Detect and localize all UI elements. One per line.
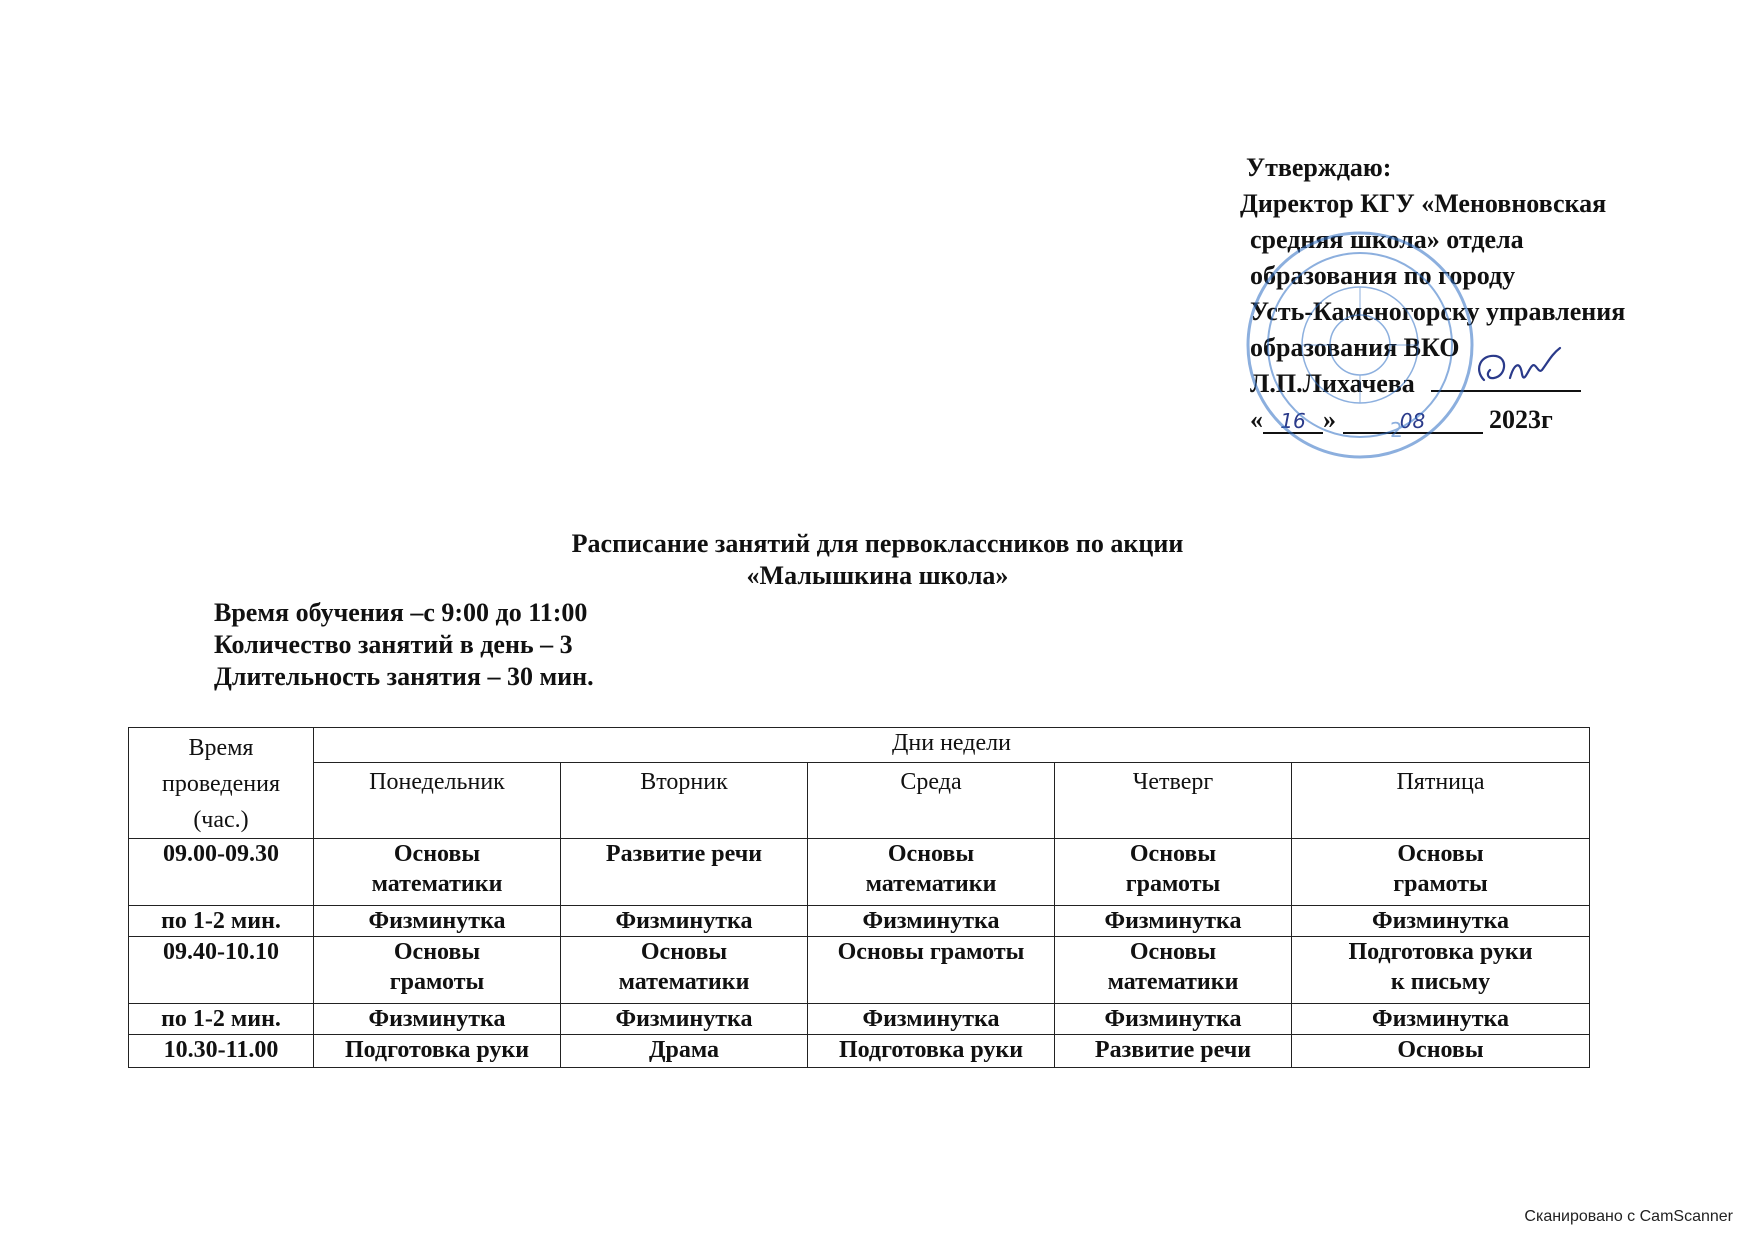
document-title	[0, 528, 1755, 592]
lesson-cell	[561, 1035, 808, 1068]
info-line: Время обучения –с 9:00 до 11:00	[214, 598, 588, 627]
lesson-text: Основы	[1397, 841, 1484, 867]
lesson-text: Физминутка	[1104, 1006, 1242, 1032]
time-cell: 09.40-10.10	[129, 937, 314, 1004]
lesson-text: к письму	[1390, 969, 1491, 995]
lesson-cell	[314, 839, 561, 906]
day-header-tuesday: Вторник	[561, 763, 808, 839]
approval-line: образования по городу	[1250, 261, 1516, 290]
table-row	[129, 937, 1590, 1004]
date-year: 2023г	[1489, 405, 1553, 434]
schedule-body	[129, 839, 1590, 1068]
time-column-header	[129, 728, 314, 839]
schedule-table	[128, 727, 1590, 1068]
lesson-text: Основы	[1397, 1037, 1484, 1063]
lesson-text: Физминутка	[368, 908, 506, 934]
approval-line: Усть-Каменогорску управления	[1250, 297, 1626, 326]
lesson-cell	[314, 937, 561, 1004]
date-day: 16	[1263, 410, 1323, 434]
day-header-friday: Пятница	[1292, 763, 1590, 839]
header-text: Время	[188, 735, 254, 761]
lesson-cell	[1055, 1004, 1292, 1035]
lesson-text: Физминутка	[862, 908, 1000, 934]
lesson-cell	[1292, 839, 1590, 906]
lesson-text: Основы	[887, 841, 975, 867]
time-cell: по 1-2 мин.	[129, 1004, 314, 1035]
lesson-text: Основы	[640, 939, 728, 965]
time-cell: 10.30-11.00	[129, 1035, 314, 1068]
approval-line: Директор КГУ «Меновновская	[1240, 189, 1607, 218]
info-line: Количество занятий в день – 3	[214, 630, 573, 659]
director-name: Л.П.Лихачева	[1250, 369, 1415, 398]
info-line: Длительность занятия – 30 мин.	[214, 662, 594, 691]
stamp-number: 2	[1390, 418, 1403, 442]
official-stamp-icon	[1240, 225, 1480, 465]
table-row	[129, 1035, 1590, 1068]
header-text: (час.)	[193, 807, 249, 833]
lesson-cell	[1055, 1035, 1292, 1068]
schedule-info	[214, 597, 594, 693]
time-cell: 09.00-09.30	[129, 839, 314, 906]
approval-line: средняя школа» отдела	[1250, 225, 1524, 254]
lesson-text: Физминутка	[615, 1006, 753, 1032]
lesson-cell	[1292, 906, 1590, 937]
lesson-text: Подготовка руки	[344, 1037, 530, 1063]
lesson-text: Физминутка	[368, 1006, 506, 1032]
lesson-text: Подготовка руки	[838, 1037, 1024, 1063]
lesson-cell	[561, 839, 808, 906]
lesson-cell	[1055, 906, 1292, 937]
header-text: проведения	[162, 771, 280, 797]
lesson-text: грамоты	[1125, 871, 1221, 897]
lesson-text: математики	[618, 969, 750, 995]
approval-heading: Утверждаю:	[1246, 153, 1392, 182]
lesson-text: Физминутка	[1371, 908, 1509, 934]
lesson-text: Основы грамоты	[837, 939, 1025, 965]
lesson-text: Развитие речи	[1094, 1037, 1252, 1063]
lesson-text: Развитие речи	[605, 841, 763, 867]
break-row	[129, 1004, 1590, 1035]
lesson-text: Физминутка	[615, 908, 753, 934]
lesson-text: Подготовка руки	[1348, 939, 1533, 965]
days-header: Дни недели	[314, 728, 1590, 763]
day-header-wednesday: Среда	[808, 763, 1055, 839]
lesson-text: грамоты	[389, 969, 485, 995]
table-header-row	[129, 728, 1590, 763]
lesson-text: Основы	[393, 841, 481, 867]
lesson-text: Физминутка	[862, 1006, 1000, 1032]
lesson-text: математики	[1107, 969, 1239, 995]
lesson-cell	[561, 906, 808, 937]
lesson-cell	[1292, 1035, 1590, 1068]
lesson-text: Драма	[648, 1037, 720, 1063]
lesson-cell	[1055, 937, 1292, 1004]
lesson-cell	[808, 1004, 1055, 1035]
lesson-cell	[561, 1004, 808, 1035]
date-open-quote: «	[1250, 405, 1263, 434]
date-month: 08	[1343, 410, 1483, 434]
lesson-text: Основы	[1129, 939, 1217, 965]
break-row	[129, 906, 1590, 937]
signature-icon	[1470, 340, 1580, 400]
day-header-thursday: Четверг	[1055, 763, 1292, 839]
lesson-cell	[314, 1035, 561, 1068]
day-header-monday: Понедельник	[314, 763, 561, 839]
lesson-text: Физминутка	[1104, 908, 1242, 934]
lesson-text: Основы	[393, 939, 481, 965]
lesson-cell	[1292, 1004, 1590, 1035]
lesson-text: Основы	[1129, 841, 1217, 867]
time-cell: по 1-2 мин.	[129, 906, 314, 937]
lesson-cell	[808, 839, 1055, 906]
scanner-footer: Сканировано с CamScanner	[1524, 1208, 1733, 1225]
title-line: Расписание занятий для первоклассников по акции	[571, 529, 1184, 558]
title-line: «Малышкина школа»	[746, 561, 1009, 590]
lesson-cell	[1055, 839, 1292, 906]
lesson-cell	[561, 937, 808, 1004]
lesson-cell	[808, 1035, 1055, 1068]
lesson-cell	[314, 906, 561, 937]
lesson-text: грамоты	[1393, 871, 1488, 897]
lesson-cell	[808, 937, 1055, 1004]
table-row	[129, 839, 1590, 906]
lesson-text: математики	[371, 871, 503, 897]
lesson-cell	[808, 906, 1055, 937]
lesson-cell	[314, 1004, 561, 1035]
lesson-text: математики	[865, 871, 997, 897]
date-close-quote: »	[1323, 405, 1336, 434]
approval-line: образования ВКО	[1250, 333, 1460, 362]
lesson-text: Физминутка	[1371, 1006, 1509, 1032]
lesson-cell	[1292, 937, 1590, 1004]
table-day-header-row	[129, 763, 1590, 839]
